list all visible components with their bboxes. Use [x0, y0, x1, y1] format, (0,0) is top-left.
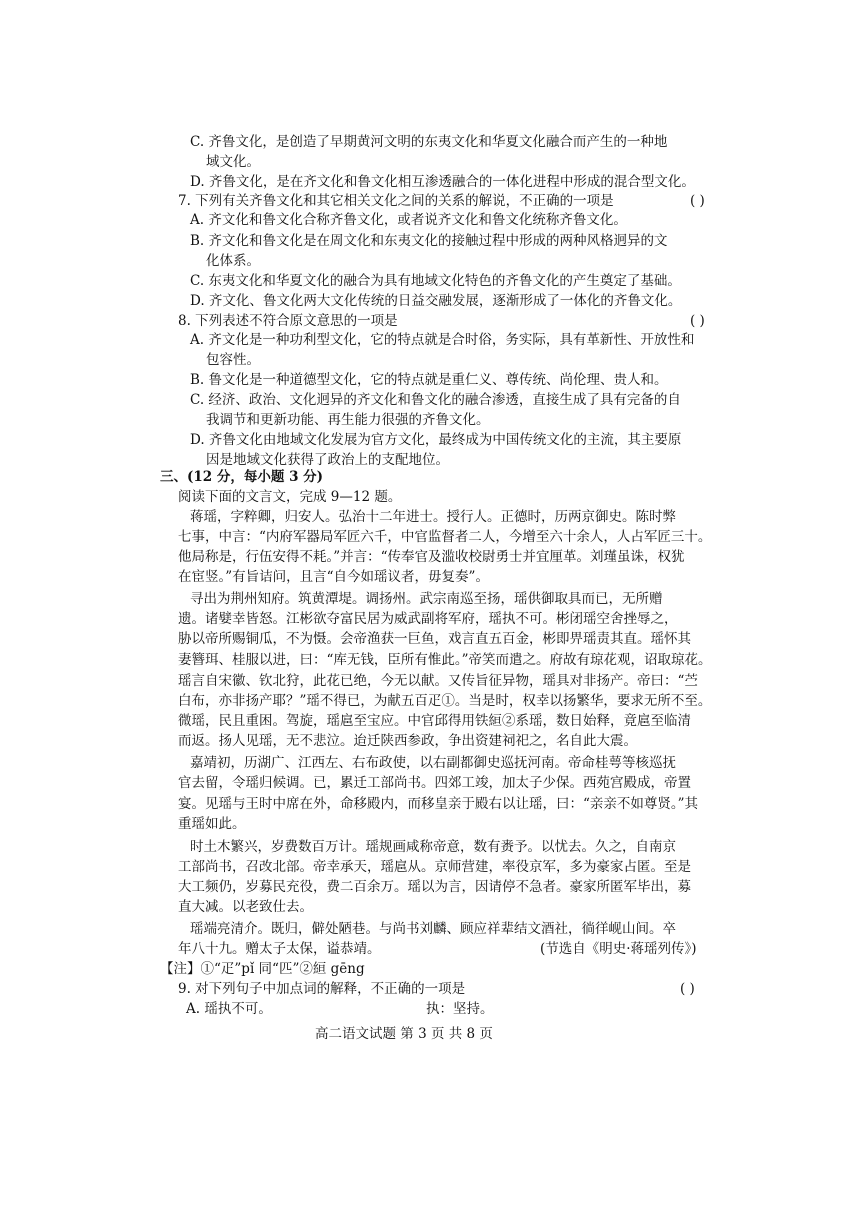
passage-line: 胁以帝所赐铜瓜，不为慑。会帝渔获一巨鱼，戏言直五百金，彬即畀瑶责其直。瑶怀其 [178, 631, 691, 647]
section-3-heading: 三、(12 分，每小题 3 分) [160, 469, 324, 485]
passage-line: 微瑶，民且重困。驾旋，瑶扈至宝应。中官邱得用铁絙②系瑶，数日始释，竟扈至临清 [178, 713, 691, 729]
option-8c-line2: 我调节和更新功能、再生能力很强的齐鲁文化。 [206, 412, 490, 428]
annotation-note: 【注】①“疋”pǐ 同“匹”②絙 gēng [160, 961, 365, 977]
option-7c: C. 东夷文化和华夏文化的融合为具有地域文化特色的齐鲁文化的产生奠定了基础。 [190, 273, 681, 289]
passage-line: 寻出为荆州知府。筑黄潭堤。调扬州。武宗南巡至扬，瑶供御取具而已，无所赠 [190, 591, 663, 607]
option-9a: A. 瑶执不可。 [186, 1001, 272, 1017]
option-7b-line2: 化体系。 [206, 253, 260, 269]
reading-instruction: 阅读下面的文言文，完成 9—12 题。 [178, 489, 402, 505]
passage-line: 七事，中言：“内府军器局军匠六千，中官监督者二人，今增至六十余人，人占军匠三十。 [178, 529, 712, 545]
passage-line: 重瑶如此。 [178, 816, 246, 832]
option-8a-line1: A. 齐文化是一种功利型文化，它的特点就是合时俗，务实际，具有革新性、开放性和 [190, 332, 695, 348]
answer-paren-7: ( ) [690, 193, 705, 209]
option-8b: B. 鲁文化是一种道德型文化，它的特点就是重仁义、尊传统、尚伦理、贵人和。 [190, 372, 668, 388]
passage-line: 工部尚书，召改北部。帝幸承天，瑶扈从。京师营建，率役京军，多为豪家占匿。至是 [178, 859, 691, 875]
option-9a-explanation: 执：坚持。 [426, 1001, 494, 1017]
answer-paren-9: ( ) [680, 981, 695, 997]
passage-line: 大工频仍，岁募民充役，费二百余万。瑶以为言，因请停不急者。豪家所匿军毕出，募 [178, 879, 691, 895]
option-8d-line2: 因是地域文化获得了政治上的支配地位。 [206, 452, 449, 468]
passage-line: 时土木繁兴，岁费数百万计。瑶规画咸称帝意，数有赉予。以忧去。久之，自南京 [190, 839, 676, 855]
passage-line: 在宦竖。”有旨诘问，且言“自今如瑶议者，毋复奏”。 [178, 569, 489, 585]
passage-line: 官去留，令瑶归候调。已，累迁工部尚书。四郊工竣，加太子少保。西苑宫殿成，帝置 [178, 775, 691, 791]
passage-line: 妻簪珥、桂服以进，曰：“库无钱，臣所有惟此。”帝笑而遣之。府故有琼花观，诏取琼花。 [178, 652, 712, 668]
option-7b-line1: B. 齐文化和鲁文化是在周文化和东夷文化的接触过程中形成的两种风格迥异的文 [190, 233, 668, 249]
question-8: 8. 下列表述不符合原文意思的一项是 [178, 313, 398, 329]
page-footer: 高二语文试题 第 3 页 共 8 页 [315, 1026, 493, 1042]
option-8c-line1: C. 经济、政治、文化迥异的齐文化和鲁文化的融合渗透，直接生成了具有完备的自 [190, 392, 681, 408]
option-7a: A. 齐文化和鲁文化合称齐鲁文化，或者说齐文化和鲁文化统称齐鲁文化。 [190, 212, 627, 228]
passage-line: 白布，亦非扬产耶？”瑶不得已，为献五百疋①。当是时，权幸以扬繁华，要求无所不至。 [178, 693, 712, 709]
passage-line: 瑶端亮清介。既归，僻处陋巷。与尚书刘麟、顾应祥辈结文酒社，徜徉岘山间。卒 [190, 921, 676, 937]
passage-line: 瑶言自宋徽、钦北狩，此花已绝，今无以献。又传旨征异物，瑶具对非扬产。帝曰：“苎 [178, 673, 698, 689]
source-citation: (节选自《明史·蒋瑶列传》) [540, 941, 697, 957]
passage-line: 蒋瑶，字粹卿，归安人。弘治十二年进士。授行人。正德时，历两京御史。陈时弊 [190, 509, 676, 525]
passage-line: 年八十九。赠太子太保，谥恭靖。 [178, 941, 381, 957]
answer-paren-8: ( ) [690, 313, 705, 329]
passage-line: 直大减。以老致仕去。 [178, 899, 313, 915]
option-6c-line1: C. 齐鲁文化，是创造了早期黄河文明的东夷文化和华夏文化融合而产生的一种地 [190, 134, 668, 150]
option-7d: D. 齐文化、鲁文化两大文化传统的日益交融发展，逐渐形成了一体化的齐鲁文化。 [190, 293, 682, 309]
option-8d-line1: D. 齐鲁文化由地域文化发展为官方文化，最终成为中国传统文化的主流，其主要原 [190, 432, 682, 448]
passage-line: 他局称是，行伍安得不耗。”并言：“传奉官及滥收校尉勇士并宜厘革。刘瑾虽诛，权犹 [178, 549, 685, 565]
option-6d: D. 齐鲁文化，是在齐文化和鲁文化相互渗透融合的一体化进程中形成的混合型文化。 [190, 174, 695, 190]
passage-line: 而返。扬人见瑶，无不悲泣。迨迁陕西参政，争出资建祠祀之，名自此大震。 [178, 733, 637, 749]
question-9: 9. 对下列句子中加点词的解释，不正确的一项是 [178, 981, 466, 997]
option-8a-line2: 包容性。 [206, 352, 260, 368]
passage-line: 遗。诸嬖幸皆怒。江彬欲夺富民居为威武副将军府，瑶执不可。彬闭瑶空舍挫辱之， [178, 611, 678, 627]
question-7: 7. 下列有关齐鲁文化和其它相关文化之间的关系的解说，不正确的一项是 [178, 193, 614, 209]
passage-line: 嘉靖初，历湖广、江西左、右布政使，以右副都御史巡抚河南。帝命桂萼等核巡抚 [190, 755, 676, 771]
passage-line: 宴。见瑶与王时中席在外，命移殿内，而移皇亲于殿右以让瑶，曰：“亲亲不如尊贤。”其 [178, 796, 699, 812]
option-6c-line2: 域文化。 [206, 154, 260, 170]
